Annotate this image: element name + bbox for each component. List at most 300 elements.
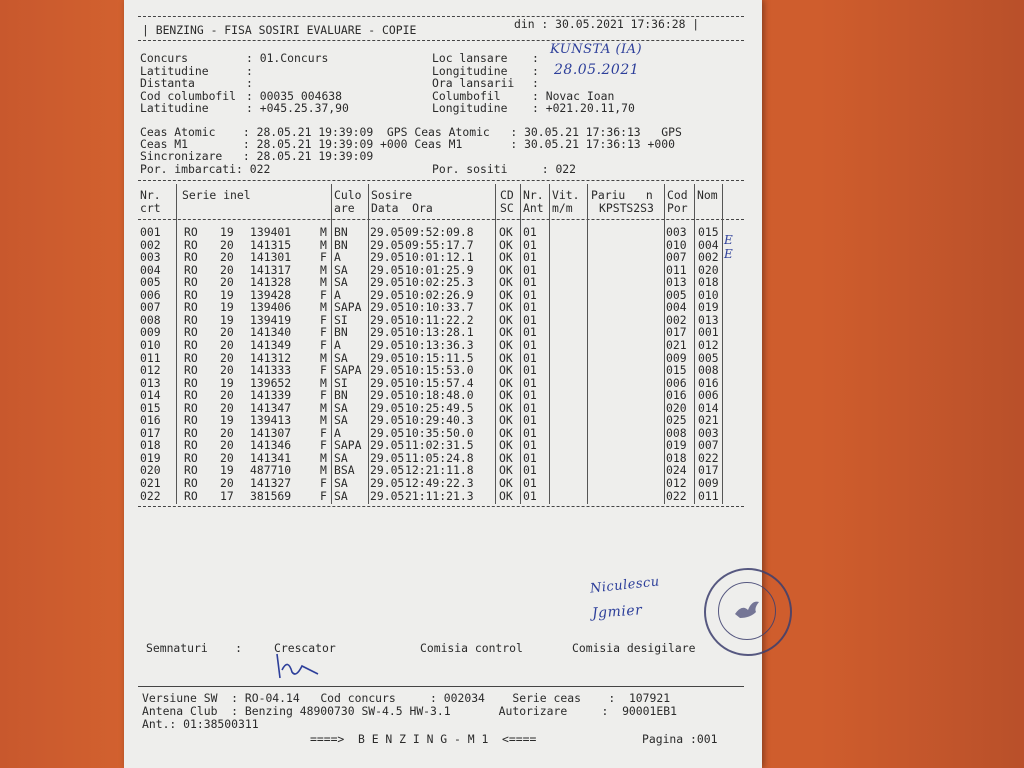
cell-date: 29.05 <box>370 325 405 340</box>
cell-ant: 01 <box>523 463 537 478</box>
handwritten-location: KUNSTA (IA) <box>550 42 643 57</box>
comisia-desigilare-label: Comisia desigilare <box>572 641 696 655</box>
cell-nr: 015 <box>140 400 161 415</box>
cell-ring: 139652 <box>250 375 292 390</box>
table-top-border <box>138 180 744 181</box>
cell-nom: 005 <box>698 350 719 365</box>
cell-time: 10:15:11.5 <box>405 350 474 365</box>
cell-cod: 008 <box>666 425 687 440</box>
cell-col: SAPA <box>334 300 362 315</box>
cell-date: 29.05 <box>370 225 405 239</box>
cell-yr: 19 <box>220 375 234 390</box>
cell-col: SI <box>334 312 348 327</box>
cell-col: A <box>334 287 341 302</box>
cell-nom: 009 <box>698 476 719 490</box>
crescator-label: Crescator <box>274 641 336 655</box>
column-header: are <box>334 201 355 215</box>
cell-ant: 01 <box>523 287 537 302</box>
ceas-atomic-line: Ceas Atomic : 28.05.21 19:39:09 GPS Ceas Atomic : 30.05.21 17:36:13 GPS <box>140 125 682 139</box>
cell-yr: 20 <box>220 438 234 453</box>
cell-cod: 018 <box>666 450 687 465</box>
column-header: crt <box>140 201 161 215</box>
cell-nr: 019 <box>140 450 161 465</box>
cell-cd: OK <box>499 388 513 403</box>
cell-nom: 019 <box>698 300 719 315</box>
cell-col: A <box>334 250 341 265</box>
cell-ant: 01 <box>523 225 537 239</box>
cell-ring: 141328 <box>250 275 292 290</box>
cell-cd: OK <box>499 375 513 390</box>
cell-ring: 487710 <box>250 463 292 478</box>
cell-ctry: RO <box>184 237 198 252</box>
cell-cod: 019 <box>666 438 687 453</box>
cell-date: 29.05 <box>370 287 405 302</box>
cell-nr: 002 <box>140 237 161 252</box>
cell-cod: 025 <box>666 413 687 428</box>
cell-cod: 004 <box>666 300 687 315</box>
cell-time: 10:13:36.3 <box>405 337 474 352</box>
column-header: SC <box>500 201 514 215</box>
cell-time: 10:02:25.3 <box>405 275 474 290</box>
column-divider <box>176 184 177 504</box>
page-number: Pagina :001 <box>642 732 718 746</box>
column-header: Nr. <box>140 188 161 202</box>
cell-time: 10:15:57.4 <box>405 375 474 390</box>
cell-time: 10:29:40.3 <box>405 413 474 428</box>
cell-nom: 008 <box>698 363 719 378</box>
cell-nom: 004 <box>698 237 719 252</box>
cell-yr: 20 <box>220 237 234 252</box>
cell-yr: 20 <box>220 388 234 403</box>
column-header: Por <box>667 201 688 215</box>
cell-ring: 141349 <box>250 337 292 352</box>
cell-time: 11:02:31.5 <box>405 438 474 453</box>
cell-ant: 01 <box>523 400 537 415</box>
cell-col: BN <box>334 325 348 340</box>
column-header: Cod <box>667 188 688 202</box>
cell-ant: 01 <box>523 275 537 290</box>
cell-ctry: RO <box>184 425 198 440</box>
cell-ant: 01 <box>523 488 537 503</box>
cell-date: 29.05 <box>370 312 405 327</box>
column-header: Culo <box>334 188 362 202</box>
cell-ctry: RO <box>184 250 198 265</box>
cell-ctry: RO <box>184 450 198 465</box>
cell-sex: M <box>320 450 327 465</box>
sincronizare-line: Sincronizare : 28.05.21 19:39:09 <box>140 149 374 163</box>
column-header: CD <box>500 188 514 202</box>
cell-time: 10:13:28.1 <box>405 325 474 340</box>
table-header-border <box>138 219 744 220</box>
cell-ant: 01 <box>523 250 537 265</box>
brand-line: ====> B E N Z I N G - M 1 <==== <box>310 732 537 746</box>
cell-date: 29.05 <box>370 388 405 403</box>
info-left-row: Distanta : <box>140 76 253 91</box>
cell-ant: 01 <box>523 476 537 490</box>
cell-ctry: RO <box>184 476 198 490</box>
cell-nr: 017 <box>140 425 161 440</box>
column-divider <box>587 184 588 504</box>
cell-cd: OK <box>499 325 513 340</box>
column-header: Nom <box>697 188 718 202</box>
cell-yr: 19 <box>220 225 234 239</box>
ceas-m1-line: Ceas M1 : 28.05.21 19:39:09 +000 Ceas M1 : 30.05.21 17:36:13 +000 <box>140 137 675 151</box>
cell-cd: OK <box>499 312 513 327</box>
info-left-row: Latitudine : +045.25.37,90 <box>140 101 349 116</box>
cell-date: 29.05 <box>370 375 405 390</box>
cell-cd: OK <box>499 350 513 365</box>
cell-nom: 022 <box>698 450 719 465</box>
cell-nom: 017 <box>698 463 719 478</box>
cell-ring: 139401 <box>250 225 292 239</box>
cell-nom: 015 <box>698 225 719 239</box>
cell-ant: 01 <box>523 325 537 340</box>
cell-sex: F <box>320 363 327 378</box>
cell-sex: M <box>320 300 327 315</box>
cell-cod: 016 <box>666 388 687 403</box>
cell-cd: OK <box>499 237 513 252</box>
cell-ring: 141301 <box>250 250 292 265</box>
cell-ant: 01 <box>523 363 537 378</box>
cell-cod: 003 <box>666 225 687 239</box>
cell-cod: 002 <box>666 312 687 327</box>
cell-cd: OK <box>499 363 513 378</box>
cell-nom: 013 <box>698 312 719 327</box>
versiune-line: Versiune SW : RO-04.14 Cod concurs : 002034 Serie ceas : 107921 <box>142 691 671 705</box>
cell-ant: 01 <box>523 425 537 440</box>
cell-time: 09:55:17.7 <box>405 237 474 252</box>
printed-at: din : 30.05.2021 17:36:28 | <box>514 17 700 31</box>
cell-time: 10:15:53.0 <box>405 363 474 378</box>
cell-ring: 141315 <box>250 237 292 252</box>
cell-nom: 003 <box>698 425 719 440</box>
cell-ant: 01 <box>523 337 537 352</box>
cell-ctry: RO <box>184 400 198 415</box>
printout-sheet <box>124 0 762 768</box>
cell-sex: M <box>320 350 327 365</box>
cell-col: A <box>334 425 341 440</box>
cell-sex: F <box>320 250 327 265</box>
cell-yr: 19 <box>220 287 234 302</box>
cell-ring: 381569 <box>250 488 292 503</box>
cell-ctry: RO <box>184 262 198 277</box>
cell-ctry: RO <box>184 488 198 503</box>
cell-ctry: RO <box>184 388 198 403</box>
cell-ring: 141340 <box>250 325 292 340</box>
cell-nom: 012 <box>698 337 719 352</box>
cell-col: A <box>334 337 341 352</box>
info-right-row: Columbofil : Novac Ioan <box>432 88 615 103</box>
comisia-control-label: Comisia control <box>420 641 523 655</box>
cell-ring: 141339 <box>250 388 292 403</box>
cell-nr: 003 <box>140 250 161 265</box>
cell-ctry: RO <box>184 275 198 290</box>
cell-cd: OK <box>499 300 513 315</box>
cell-ctry: RO <box>184 325 198 340</box>
cell-nom: 018 <box>698 275 719 290</box>
cell-yr: 19 <box>220 312 234 327</box>
handwritten-signature-1: Niculescu <box>589 574 661 597</box>
cell-yr: 19 <box>220 463 234 478</box>
cell-cd: OK <box>499 463 513 478</box>
cell-sex: F <box>320 337 327 352</box>
cell-sex: F <box>320 388 327 403</box>
column-divider <box>694 184 695 504</box>
column-divider <box>549 184 550 504</box>
cell-cod: 021 <box>666 337 687 352</box>
cell-yr: 20 <box>220 363 234 378</box>
cell-date: 29.05 <box>370 275 405 290</box>
antena-id-line: Ant.: 01:38500311 <box>142 717 259 731</box>
cell-nr: 020 <box>140 463 161 478</box>
cell-cod: 005 <box>666 287 687 302</box>
cell-nr: 007 <box>140 300 161 315</box>
cell-cod: 020 <box>666 400 687 415</box>
club-stamp-icon <box>704 568 792 656</box>
cell-sex: M <box>320 275 327 290</box>
cell-ring: 141341 <box>250 450 292 465</box>
cell-sex: F <box>320 312 327 327</box>
cell-yr: 20 <box>220 450 234 465</box>
cell-cd: OK <box>499 438 513 453</box>
cell-date: 29.05 <box>370 463 405 478</box>
cell-sex: M <box>320 400 327 415</box>
cell-sex: F <box>320 325 327 340</box>
cell-sex: M <box>320 237 327 252</box>
cell-ant: 01 <box>523 413 537 428</box>
info-left-row: Concurs : 01.Concurs <box>140 51 329 65</box>
sositi-line: Por. sositi : 022 <box>432 162 577 176</box>
cell-ring: 141307 <box>250 425 292 440</box>
cell-col: SAPA <box>334 438 362 453</box>
cell-yr: 20 <box>220 275 234 290</box>
info-right-row: Ora lansarii : <box>432 76 539 91</box>
cell-nr: 016 <box>140 413 161 428</box>
cell-col: SA <box>334 488 348 503</box>
cell-yr: 20 <box>220 262 234 277</box>
cell-ctry: RO <box>184 363 198 378</box>
column-header: m/m <box>552 201 573 215</box>
info-right-row: Longitudine : <box>432 63 539 78</box>
imbarcati-line: Por. imbarcati: 022 <box>140 162 271 176</box>
cell-sex: M <box>320 225 327 239</box>
cell-time: 10:01:25.9 <box>405 262 474 277</box>
cell-nr: 021 <box>140 476 161 490</box>
cell-ctry: RO <box>184 375 198 390</box>
cell-col: BSA <box>334 463 355 478</box>
cell-date: 29.05 <box>370 350 405 365</box>
cell-time: 10:25:49.5 <box>405 400 474 415</box>
cell-ctry: RO <box>184 225 198 239</box>
column-divider <box>331 184 332 504</box>
cell-col: SA <box>334 476 348 490</box>
handwritten-date: 28.05.2021 <box>554 62 640 78</box>
cell-ant: 01 <box>523 438 537 453</box>
cell-date: 29.05 <box>370 476 405 490</box>
cell-col: SA <box>334 262 348 277</box>
cell-ant: 01 <box>523 312 537 327</box>
cell-ctry: RO <box>184 463 198 478</box>
cell-cod: 009 <box>666 350 687 365</box>
column-header: Serie inel <box>182 188 251 202</box>
cell-cod: 011 <box>666 262 687 277</box>
cell-sex: F <box>320 425 327 440</box>
cell-ctry: RO <box>184 413 198 428</box>
cell-time: 11:05:24.8 <box>405 450 474 465</box>
cell-date: 29.05 <box>370 488 405 503</box>
cell-time: 10:35:50.0 <box>405 425 474 440</box>
cell-ant: 01 <box>523 262 537 277</box>
cell-date: 29.05 <box>370 413 405 428</box>
cell-time: 10:02:26.9 <box>405 287 474 302</box>
cell-cd: OK <box>499 275 513 290</box>
column-divider <box>368 184 369 504</box>
cell-cd: OK <box>499 337 513 352</box>
cell-ctry: RO <box>184 350 198 365</box>
cell-ring: 141347 <box>250 400 292 415</box>
cell-col: SI <box>334 375 348 390</box>
cell-cd: OK <box>499 476 513 490</box>
cell-col: BN <box>334 388 348 403</box>
cell-ant: 01 <box>523 237 537 252</box>
column-header: Sosire <box>371 188 413 202</box>
cell-cod: 024 <box>666 463 687 478</box>
column-header: Data Ora <box>371 201 433 215</box>
cell-col: SA <box>334 450 348 465</box>
cell-yr: 19 <box>220 413 234 428</box>
cell-nr: 018 <box>140 438 161 453</box>
cell-date: 29.05 <box>370 250 405 265</box>
cell-cd: OK <box>499 287 513 302</box>
column-header: KPSTS2S3 <box>599 201 654 215</box>
cell-nom: 007 <box>698 438 719 453</box>
cell-ctry: RO <box>184 300 198 315</box>
cell-col: SA <box>334 275 348 290</box>
cell-ant: 01 <box>523 375 537 390</box>
cell-ring: 141346 <box>250 438 292 453</box>
cell-yr: 20 <box>220 337 234 352</box>
cell-date: 29.05 <box>370 237 405 252</box>
cell-nr: 004 <box>140 262 161 277</box>
handwritten-signature-2: Jgmier <box>591 602 643 622</box>
cell-nr: 012 <box>140 363 161 378</box>
cell-ring: 141327 <box>250 476 292 490</box>
cell-ctry: RO <box>184 337 198 352</box>
cell-cd: OK <box>499 425 513 440</box>
column-header: Vit. <box>552 188 580 202</box>
cell-cod: 007 <box>666 250 687 265</box>
cell-sex: M <box>320 413 327 428</box>
cell-cod: 022 <box>666 488 687 503</box>
cell-yr: 17 <box>220 488 234 503</box>
cell-sex: F <box>320 438 327 453</box>
cell-time: 12:49:22.3 <box>405 476 474 490</box>
cell-cod: 013 <box>666 275 687 290</box>
cell-ring: 141312 <box>250 350 292 365</box>
cell-ant: 01 <box>523 388 537 403</box>
cell-nom: 014 <box>698 400 719 415</box>
cell-nr: 001 <box>140 225 161 239</box>
cell-yr: 20 <box>220 425 234 440</box>
cell-sex: F <box>320 476 327 490</box>
cell-nr: 006 <box>140 287 161 302</box>
cell-time: 10:18:48.0 <box>405 388 474 403</box>
footer-border-top <box>138 686 744 687</box>
cell-cd: OK <box>499 262 513 277</box>
handwritten-mark-2: E <box>724 247 734 261</box>
cell-nom: 011 <box>698 488 719 503</box>
cell-time: 10:11:22.2 <box>405 312 474 327</box>
cell-sex: M <box>320 463 327 478</box>
cell-cod: 017 <box>666 325 687 340</box>
cell-cd: OK <box>499 450 513 465</box>
cell-yr: 20 <box>220 250 234 265</box>
dove-icon <box>732 596 762 626</box>
cell-col: SA <box>334 400 348 415</box>
cell-nr: 008 <box>140 312 161 327</box>
cell-sex: M <box>320 262 327 277</box>
cell-yr: 20 <box>220 400 234 415</box>
cell-nom: 010 <box>698 287 719 302</box>
cell-ring: 141317 <box>250 262 292 277</box>
cell-time: 12:21:11.8 <box>405 463 474 478</box>
cell-yr: 19 <box>220 300 234 315</box>
cell-time: 10:10:33.7 <box>405 300 474 315</box>
cell-cd: OK <box>499 225 513 239</box>
cell-ring: 139406 <box>250 300 292 315</box>
column-divider <box>495 184 496 504</box>
column-header: Ant <box>523 201 544 215</box>
cell-nr: 005 <box>140 275 161 290</box>
cell-time: 10:01:12.1 <box>405 250 474 265</box>
cell-date: 29.05 <box>370 337 405 352</box>
cell-cod: 006 <box>666 375 687 390</box>
cell-date: 29.05 <box>370 438 405 453</box>
cell-sex: F <box>320 488 327 503</box>
info-left-row: Latitudine : <box>140 63 253 78</box>
cell-nr: 014 <box>140 388 161 403</box>
cell-date: 29.05 <box>370 450 405 465</box>
cell-date: 29.05 <box>370 400 405 415</box>
cell-cod: 012 <box>666 476 687 490</box>
info-right-row: Longitudine : +021.20.11,70 <box>432 101 635 116</box>
antena-line: Antena Club : Benzing 48900730 SW-4.5 HW-3.1 Autorizare : 90001EB1 <box>142 704 677 718</box>
column-divider <box>520 184 521 504</box>
info-right-row: Loc lansare : <box>432 51 539 65</box>
cell-yr: 20 <box>220 350 234 365</box>
cell-col: SAPA <box>334 363 362 378</box>
cell-yr: 20 <box>220 325 234 340</box>
cell-time: 21:11:21.3 <box>405 488 474 503</box>
cell-cd: OK <box>499 413 513 428</box>
cell-cd: OK <box>499 250 513 265</box>
column-divider <box>664 184 665 504</box>
cell-cod: 015 <box>666 363 687 378</box>
doc-title: | BENZING - FISA SOSIRI EVALUARE - COPIE <box>142 23 417 37</box>
cell-yr: 20 <box>220 476 234 490</box>
cell-nom: 002 <box>698 250 719 265</box>
cell-nr: 011 <box>140 350 161 365</box>
cell-col: SA <box>334 413 348 428</box>
info-left-row: Cod columbofil : 00035 004638 <box>140 88 343 103</box>
column-header: Nr. <box>523 188 544 202</box>
cell-ring: 139413 <box>250 413 292 428</box>
cell-nr: 010 <box>140 337 161 352</box>
cell-nom: 016 <box>698 375 719 390</box>
cell-date: 29.05 <box>370 300 405 315</box>
cell-col: BN <box>334 237 348 252</box>
cell-date: 29.05 <box>370 262 405 277</box>
